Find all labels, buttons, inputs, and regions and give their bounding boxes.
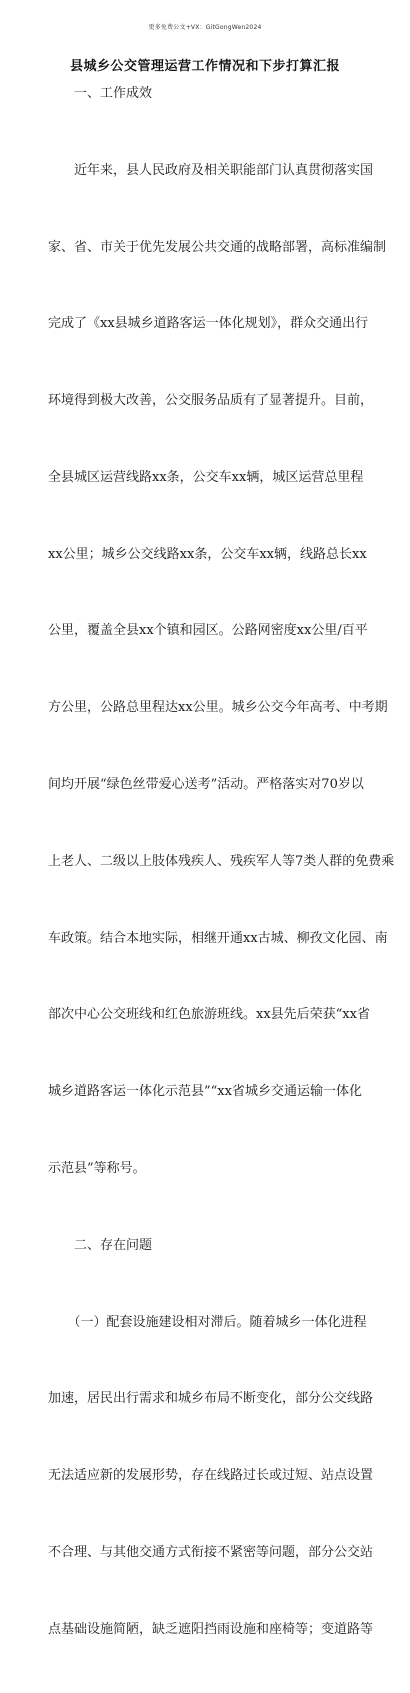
text-line: 方公里，公路总里程达xx公里。城乡公交今年高考、中考期 xyxy=(48,700,388,716)
text-line: 环境得到极大改善，公交服务品质有了显著提升。目前， xyxy=(48,393,374,409)
text-line: 不合理、与其他交通方式衔接不紧密等问题，部分公交站 xyxy=(48,1544,374,1560)
document-body xyxy=(48,81,395,1693)
text-line: （一）配套设施建设相对滞后。随着城乡一体化进程 xyxy=(48,1314,367,1330)
text-line: 完成了《xx县城乡道路客运一体化规划》，群众交通出行 xyxy=(48,316,369,332)
text-line: 家、省、市关于优先发展公共交通的战略部署，高标准编制 xyxy=(48,239,387,255)
document-title: 县城乡公交管理运营工作情况和下步打算汇报 xyxy=(69,59,340,74)
section-heading-problems: 二、存在问题 xyxy=(74,1237,153,1253)
text-line: 上老人、二级以上肢体残疾人、残疾军人等7类人群的免费乘 xyxy=(48,853,395,869)
section-heading-achievements: 一、工作成效 xyxy=(74,86,153,101)
section-body-achievements xyxy=(48,107,395,1233)
text-line: 近年来，县人民政府及相关职能部门认真贯彻落实国 xyxy=(48,162,374,178)
text-line: 公里，覆盖全县xx个镇和园区。公路网密度xx公里/百平 xyxy=(48,623,368,639)
text-line: xx公里；城乡公交线路xx条，公交车xx辆，线路总长xx xyxy=(48,546,367,562)
text-line: 无法适应新的发展形势，存在线路过长或过短、站点设置 xyxy=(48,1468,374,1484)
text-line: 部次中心公交班线和红色旅游班线。xx县先后荣获“xx省 xyxy=(48,1007,370,1023)
text-line: 全县城区运营线路xx条，公交车xx辆，城区运营总里程 xyxy=(48,469,364,485)
text-line: 间均开展“绿色丝带爱心送考”活动。严格落实对70岁以 xyxy=(48,777,364,793)
text-line: 加速，居民出行需求和城乡布局不断变化，部分公交线路 xyxy=(48,1391,374,1407)
header-note: 更多免费公文+VX：GitGongWen2024 xyxy=(148,24,262,31)
text-line: 示范县”等称号。 xyxy=(48,1160,146,1176)
section-body-problems xyxy=(48,1258,374,1693)
text-line: 车政策。结合本地实际，相继开通xx古城、柳孜文化园、南 xyxy=(48,930,388,946)
text-line: 点基础设施简陋，缺乏遮阳挡雨设施和座椅等；变道路等 xyxy=(48,1621,374,1637)
text-line: 城乡道路客运一体化示范县”“xx省城乡交通运输一体化 xyxy=(48,1084,362,1100)
